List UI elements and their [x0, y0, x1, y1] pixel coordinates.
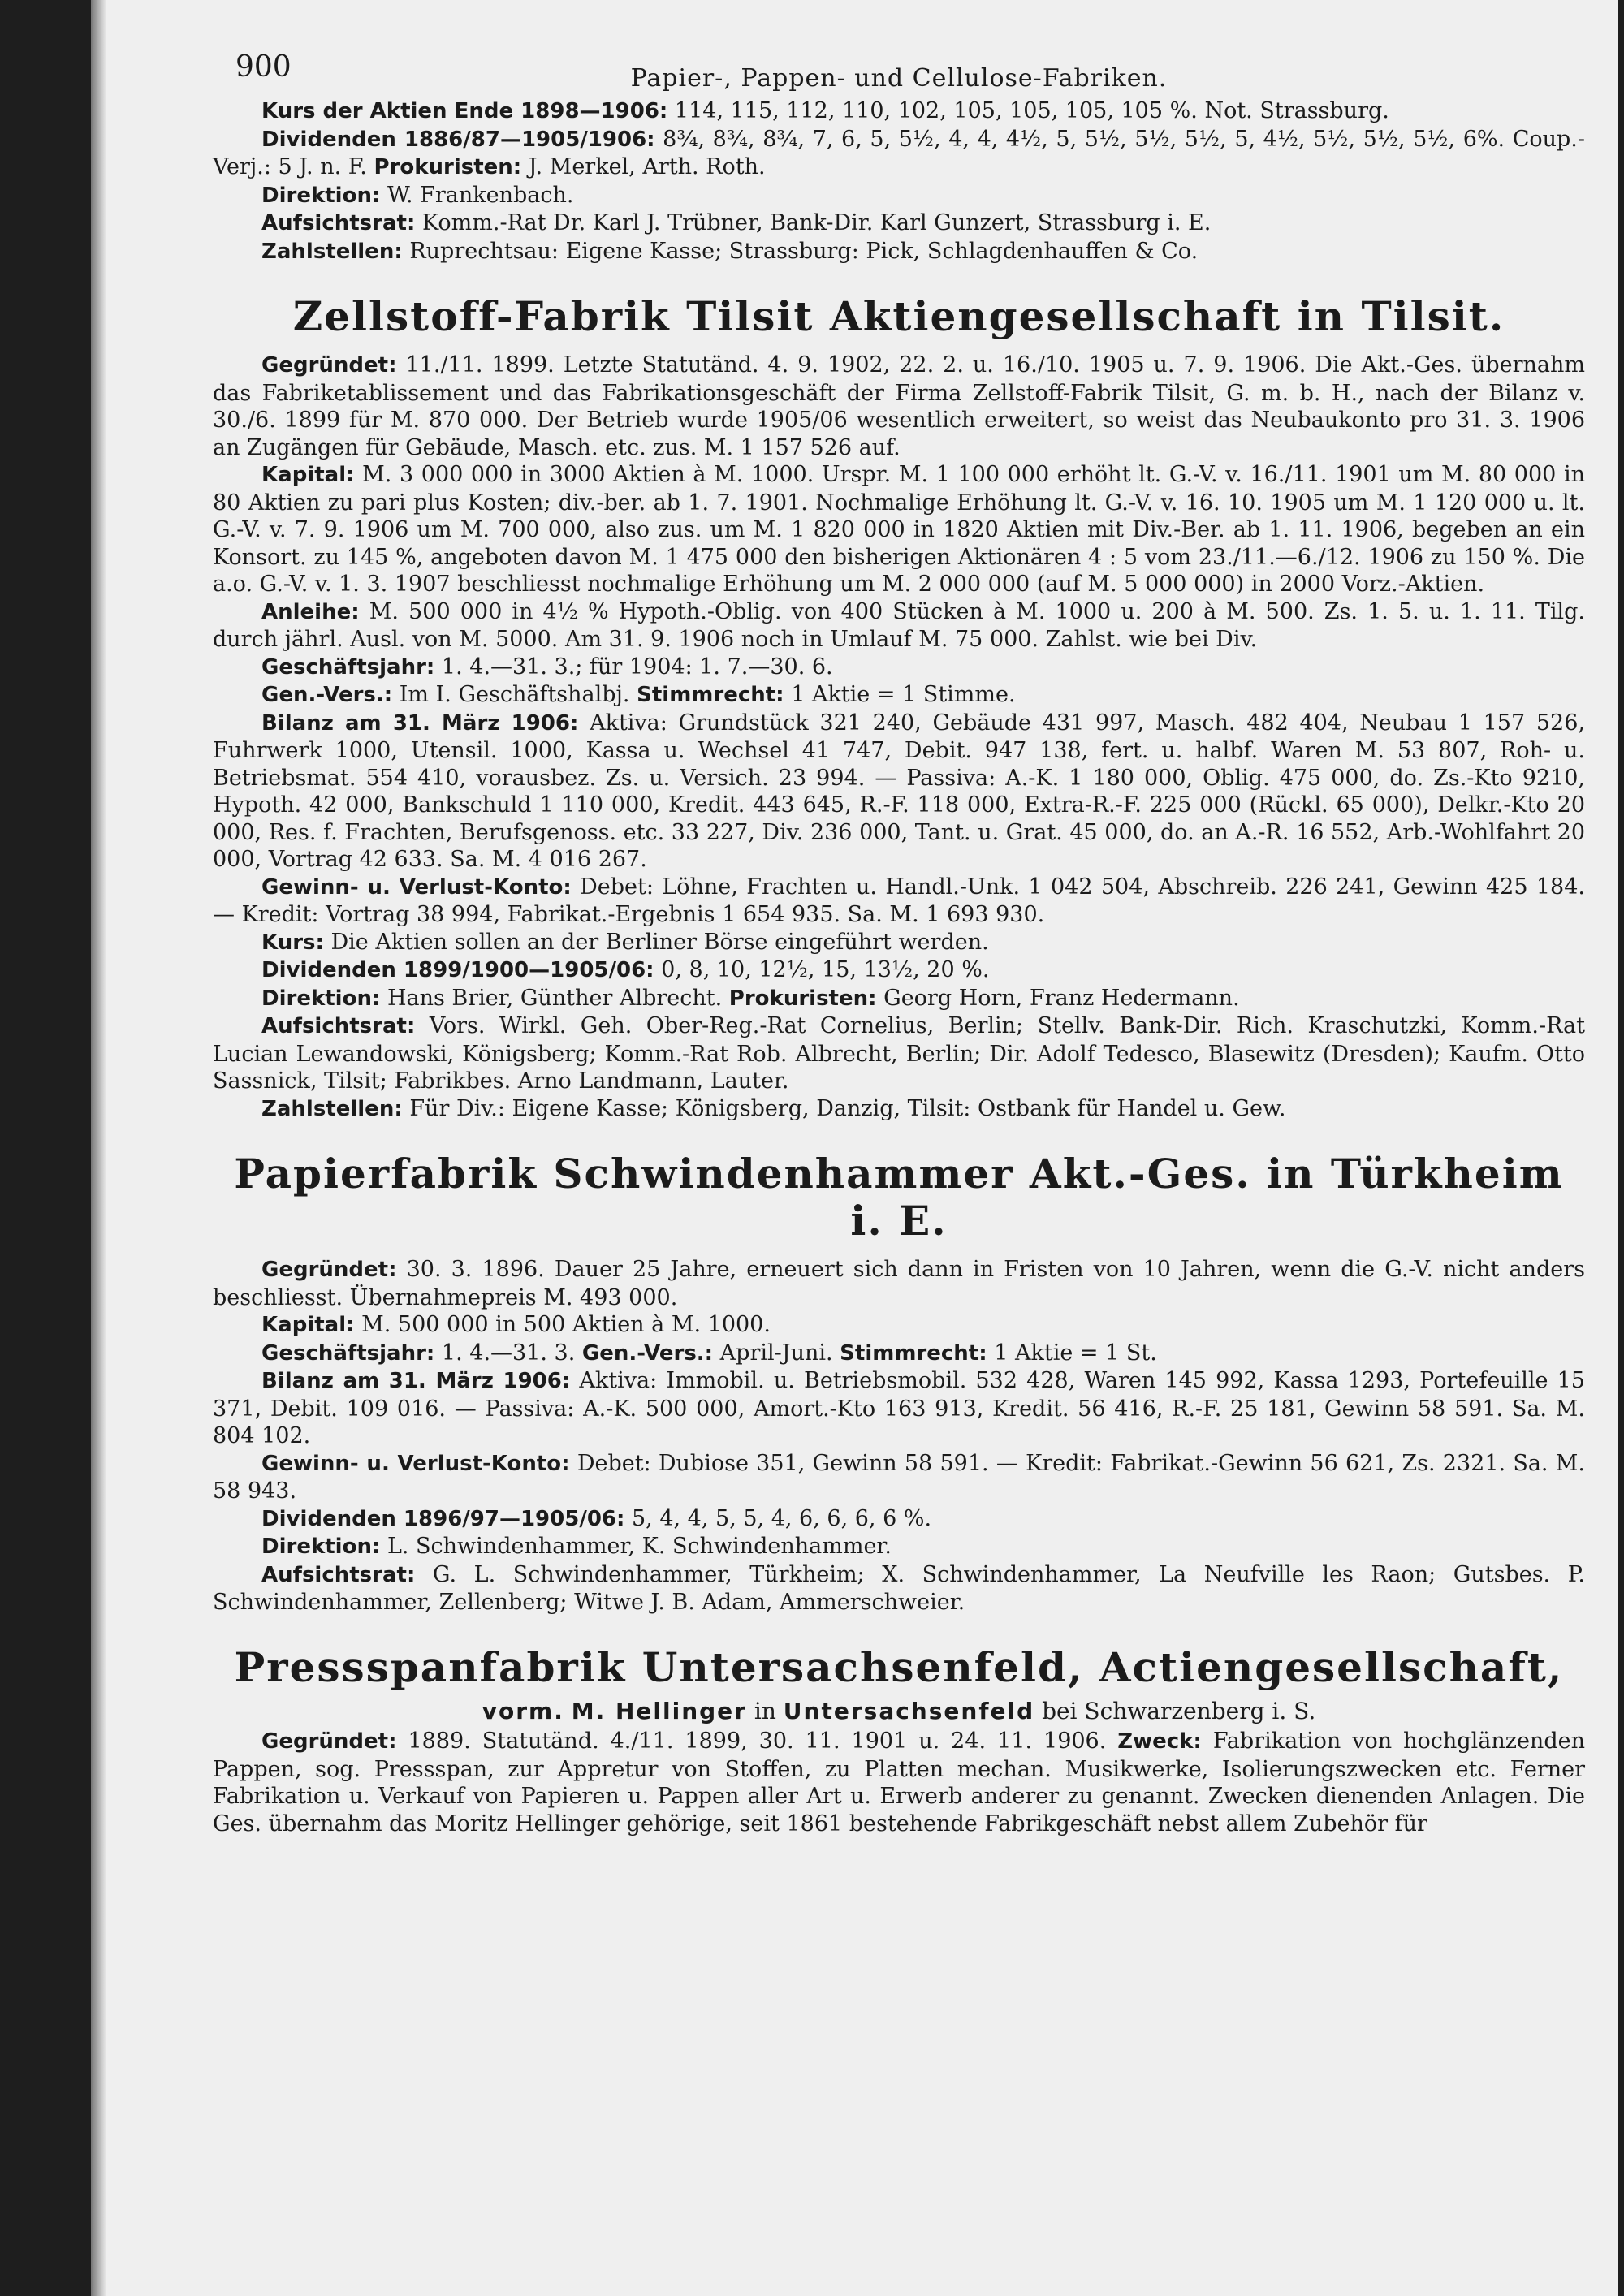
- tuerkheim-gegruendet: Gegründet: 30. 3. 1896. Dauer 25 Jahre, erneuert sich dann in Fristen von 10 Jahren, wenn die G.-V. nicht anders beschliesst. Übernahmepreis M. 493 000.: [213, 1257, 1585, 1310]
- page-header: [213, 47, 1585, 97]
- tuerkheim-guv: Gewinn- u. Verlust-Konto: Debet: Dubiose 351, Gewinn 58 591. — Kredit: Fabrikat.-Gewinn 56 621, Zs. 2321. Sa. M. 58 943.: [213, 1450, 1585, 1504]
- tilsit-bilanz: Bilanz am 31. März 1906: Aktiva: Grundstück 321 240, Gebäude 431 997, Masch. 482 404, Neubau 1 157 526, Fuhrwerk 1000, Utensil. 1000, Kassa u. Wechsel 41 747, Debit. 947 138, fert. u. halbf. Waren M. 53 807, Roh- u. Betriebsmat. 554 410, vorausbez. Zs. u. Versich. 23 994. — Passiva: A.-K. 1 180 000, Oblig. 475 000, do. Zs.-Kto 9210, Hypoth. 42 000, Bankschuld 1 110 000, Kredit. 443 645, R.-F. 118 000, Extra-R.-F. 225 000 (Rückl. 65 000), Delkr.-Kto 20 000, Res. f. Frachten, Berufsgenoss. etc. 33 227, Div. 236 000, Tant. u. Grat. 45 000, do. an A.-R. 16 552, Arb.-Wohlfahrt 20 000, Vortrag 42 633. Sa. M. 4 016 267.: [213, 710, 1585, 872]
- tilsit-zahlstellen: Zahlstellen: Für Div.: Eigene Kasse; Königsberg, Danzig, Tilsit: Ostbank für Handel u. Gew.: [261, 1095, 1286, 1121]
- tilsit-gen-vers: Gen.-Vers.: Im I. Geschäftshalbj. Stimmrecht: 1 Aktie = 1 Stimme.: [261, 682, 1016, 707]
- intro-kurs: Kurs der Aktien Ende 1898—1906: 114, 115, 112, 110, 102, 105, 105, 105, 105 %. Not. Strassburg.: [261, 98, 1389, 123]
- untersachsenfeld-title: Pressspanfabrik Untersachsenfeld, Actiengesellschaft,: [234, 1642, 1564, 1691]
- tilsit-anleihe: Anleihe: M. 500 000 in 4½ % Hypoth.-Oblig. von 400 Stücken à M. 1000 u. 200 à M. 500. Zs. 1. 5. u. 1. 11. Tilg. durch jährl. Ausl. von M. 5000. Am 31. 9. 1906 noch in Umlauf M. 75 000. Zahlst. wie bei Div.: [213, 598, 1585, 652]
- page-number: 900: [235, 50, 292, 84]
- tuerkheim-title: Papierfabrik Schwindenhammer Akt.-Ges. in Türkheim i. E.: [234, 1150, 1564, 1245]
- untersachsenfeld-gegruendet: Gegründet: 1889. Statutänd. 4./11. 1899, 30. 11. 1901 u. 24. 11. 1906. Zweck: Fabrikation von hochglänzenden Pappen, sog. Pressspan, zur Appretur von Stoffen, zu Platten mechan. Musikwerke, Isolierungszwecken etc. Ferner Fabrikation u. Verkauf von Papieren u. Pappen aller Art u. Erwerb anderer zu genannt. Zwecken dienenden Anlagen. Die Ges. übernahm das Moritz Hellinger gehörige, seit 1861 bestehende Fabrikgeschäft nebst allem Zubehör für: [213, 1728, 1585, 1836]
- running-title: Papier-, Pappen- und Cellulose-Fabriken.: [630, 64, 1168, 93]
- tuerkheim-bilanz: Bilanz am 31. März 1906: Aktiva: Immobil. u. Betriebsmobil. 532 428, Waren 145 992, Kassa 1293, Portefeuille 15 371, Debit. 109 016. — Passiva: A.-K. 500 000, Amort.-Kto 163 913, Kredit. 56 416, R.-F. 25 181, Gewinn 58 591. Sa. M. 804 102.: [213, 1368, 1585, 1448]
- tuerkheim-direktion: Direktion: L. Schwindenhammer, K. Schwindenhammer.: [261, 1534, 892, 1559]
- tilsit-kurs: Kurs: Die Aktien sollen an der Berliner Börse eingeführt werden.: [261, 929, 989, 955]
- tilsit-entry: [213, 352, 1585, 1123]
- tilsit-dividenden: Dividenden 1899/1900—1905/06: 0, 8, 10, 12½, 15, 13½, 20 %.: [261, 957, 990, 982]
- tuerkheim-kapital: Kapital: M. 500 000 in 500 Aktien à M. 1000.: [261, 1312, 771, 1337]
- tilsit-title: Zellstoff-Fabrik Tilsit Aktiengesellschaft in Tilsit.: [292, 292, 1505, 340]
- intro-aufsichtsrat: Aufsichtsrat: Komm.-Rat Dr. Karl J. Trübner, Bank-Dir. Karl Gunzert, Strassburg i. E.: [261, 210, 1212, 235]
- tilsit-gegruendet: Gegründet: 11./11. 1899. Letzte Statutänd. 4. 9. 1902, 22. 2. u. 16./10. 1905 u. 7. 9. 1906. Die Akt.-Ges. übernahm das Fabriketablissement und das Fabrikationsgeschäft der Firma Zellstoff-Fabrik Tilsit, G. m. b. H., nach der Bilanz v. 30./6. 1899 für M. 870 000. Der Betrieb wurde 1905/06 wesentlich erweitert, so weist das Neubaukonto pro 31. 3. 1906 an Zugängen für Gebäude, Masch. etc. zus. M. 1 157 526 auf.: [213, 352, 1585, 460]
- page-text: [213, 47, 1585, 1837]
- tilsit-kapital: Kapital: M. 3 000 000 in 3000 Aktien à M. 1000. Urspr. M. 1 100 000 erhöht lt. G.-V. v. 16./11. 1901 um M. 80 000 in 80 Aktien zu pari plus Kosten; div.-ber. ab 1. 7. 1901. Nochmalige Erhöhung lt. G.-V. v. 16. 10. 1905 um M. 1 120 000 u. lt. G.-V. v. 7. 9. 1906 um M. 700 000, also zus. um M. 1 820 000 in 1820 Aktien mit Div.-Ber. ab 1. 11. 1906, begeben an ein Konsort. zu 145 %, angeboten davon M. 1 475 000 den bisherigen Aktionären 4 : 5 vom 23./11.—6./12. 1906 zu 150 %. Die a.o. G.-V. v. 1. 3. 1907 beschliesst nochmalige Erhöhung um M. 2 000 000 (auf M. 5 000 000) in 2000 Vorz.-Aktien.: [213, 462, 1585, 597]
- intro-direktion: Direktion: W. Frankenbach.: [261, 182, 574, 208]
- tuerkheim-entry: [213, 1256, 1585, 1616]
- tilsit-aufsichtsrat: Aufsichtsrat: Vors. Wirkl. Geh. Ober-Reg.-Rat Cornelius, Berlin; Stellv. Bank-Dir. Rich. Kraschutzki, Komm.-Rat Lucian Lewandowski, Königsberg; Komm.-Rat Rob. Albrecht, Berlin; Dir. Adolf Tedesco, Blasewitz (Dresden); Kaufm. Otto Sassnick, Tilsit; Fabrikbes. Arno Landmann, Lauter.: [213, 1013, 1585, 1094]
- scanned-page: [91, 0, 1618, 2296]
- tuerkheim-geschaeftsjahr: Geschäftsjahr: 1. 4.—31. 3. Gen.-Vers.: April-Juni. Stimmrecht: 1 Aktie = 1 St.: [261, 1340, 1157, 1366]
- tilsit-geschaeftsjahr: Geschäftsjahr: 1. 4.—31. 3.; für 1904: 1. 7.—30. 6.: [261, 654, 833, 680]
- tilsit-direktion: Direktion: Hans Brier, Günther Albrecht. Prokuristen: Georg Horn, Franz Hedermann.: [261, 985, 1240, 1011]
- intro-zahlstellen: Zahlstellen: Ruprechtsau: Eigene Kasse; Strassburg: Pick, Schlagdenhauffen & Co.: [261, 238, 1199, 264]
- tilsit-guv: Gewinn- u. Verlust-Konto: Debet: Löhne, Frachten u. Handl.-Unk. 1 042 504, Abschreib. 226 241, Gewinn 425 184. — Kredit: Vortrag 38 994, Fabrikat.-Ergebnis 1 654 935. Sa. M. 1 693 930.: [213, 874, 1585, 927]
- tuerkheim-dividenden: Dividenden 1896/97—1905/06: 5, 4, 4, 5, 5, 4, 6, 6, 6, 6 %.: [261, 1505, 932, 1531]
- intro-dividenden: Dividenden 1886/87—1905/1906: 8¾, 8¾, 8¾, 7, 6, 5, 5½, 4, 4, 4½, 5, 5½, 5½, 5½, 5, 4½, 5½, 5½, 5½, 6%. Coup.-Verj.: 5 J. n. F. Prokuristen: J. Merkel, Arth. Roth.: [213, 126, 1585, 179]
- intro-entry: [213, 97, 1585, 265]
- untersachsenfeld-entry: [213, 1728, 1585, 1837]
- tuerkheim-aufsichtsrat: Aufsichtsrat: G. L. Schwindenhammer, Türkheim; X. Schwindenhammer, La Neufville les Raon; Gutsbes. P. Schwindenhammer, Zellenberg; Witwe J. B. Adam, Ammerschweier.: [213, 1561, 1585, 1615]
- untersachsenfeld-subtitle: vorm. M. Hellinger in Untersachsenfeld bei Schwarzenberg i. S.: [482, 1697, 1316, 1724]
